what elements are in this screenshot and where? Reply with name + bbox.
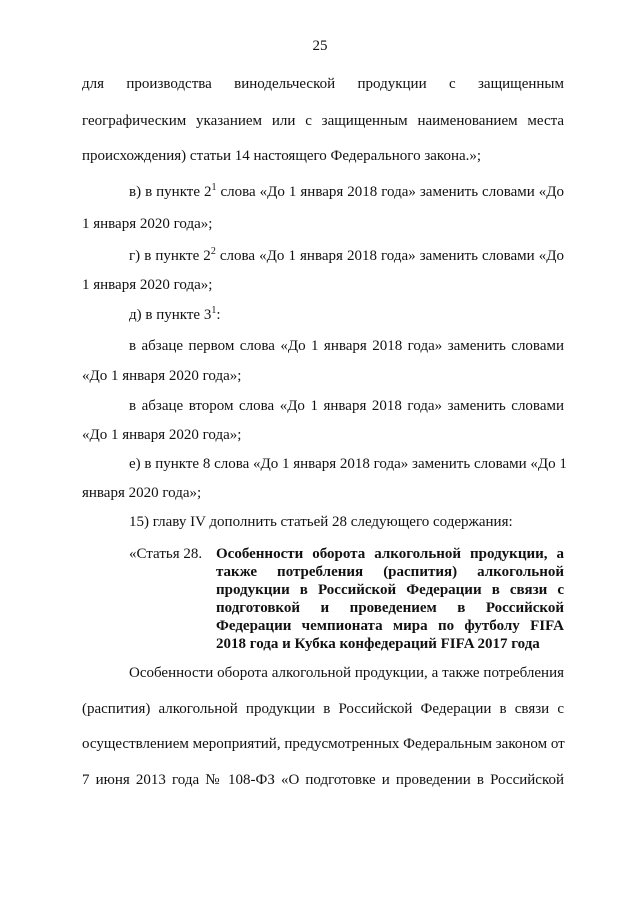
- text-line: 7 июня 2013 года № 108-ФЗ «О подготовке и проведении в Российской: [82, 772, 564, 788]
- text-line: для производства винодельческой продукции с защищенным: [82, 76, 564, 92]
- article-label: «Статья 28.: [129, 546, 203, 562]
- item-g-line: г) в пункте $2^2$ слова «До 1 января 2018 года» заменить словами «До: [129, 246, 564, 264]
- text-line: «До 1 января 2020 года»;: [82, 427, 242, 443]
- text-line: 15) главу IV дополнить статьей 28 следующего содержания:: [129, 514, 513, 530]
- text-line: в абзаце втором слова «До 1 января 2018 года» заменить словами: [129, 398, 564, 414]
- item-v-line: в) в пункте $2^1$ слова «До 1 января 2018 года» заменить словами «До: [129, 182, 564, 200]
- article-title-line: Федерации чемпионата мира по футболу FIFA: [216, 618, 564, 634]
- article-title-line: продукции в Российской Федерации в связи с: [216, 582, 564, 598]
- article-title-line: подготовкой и проведением в Российской: [216, 600, 564, 616]
- text-line: 1 января 2020 года»;: [82, 216, 213, 232]
- article-title: [216, 545, 564, 653]
- text-line: (распития) алкогольной продукции в Российской Федерации в связи с: [82, 701, 564, 717]
- text-line: января 2020 года»;: [82, 485, 202, 501]
- text-line: происхождения) статьи 14 настоящего Федерального закона.»;: [82, 148, 482, 164]
- text-line: «До 1 января 2020 года»;: [82, 368, 242, 384]
- item-d-line: д) в пункте $3^1$:: [129, 305, 221, 323]
- article-title-line: также потребления (распития) алкогольной: [216, 564, 564, 580]
- text-line: Особенности оборота алкогольной продукции, а также потребления: [129, 665, 564, 681]
- text-line: е) в пункте 8 слова «До 1 января 2018 года» заменить словами «До 1: [129, 456, 567, 472]
- text-line: 1 января 2020 года»;: [82, 277, 213, 293]
- text-line: географическим указанием или с защищенным наименованием места: [82, 113, 564, 129]
- text-line: в абзаце первом слова «До 1 января 2018 года» заменить словами: [129, 338, 564, 354]
- article-title-line: Особенности оборота алкогольной продукции, а: [216, 546, 564, 562]
- text-line: осуществлением мероприятий, предусмотренных Федеральным законом от: [82, 736, 565, 752]
- page-number: 25: [312, 38, 328, 54]
- article-title-line: 2018 года и Кубка конфедераций FIFA 2017 года: [216, 636, 540, 652]
